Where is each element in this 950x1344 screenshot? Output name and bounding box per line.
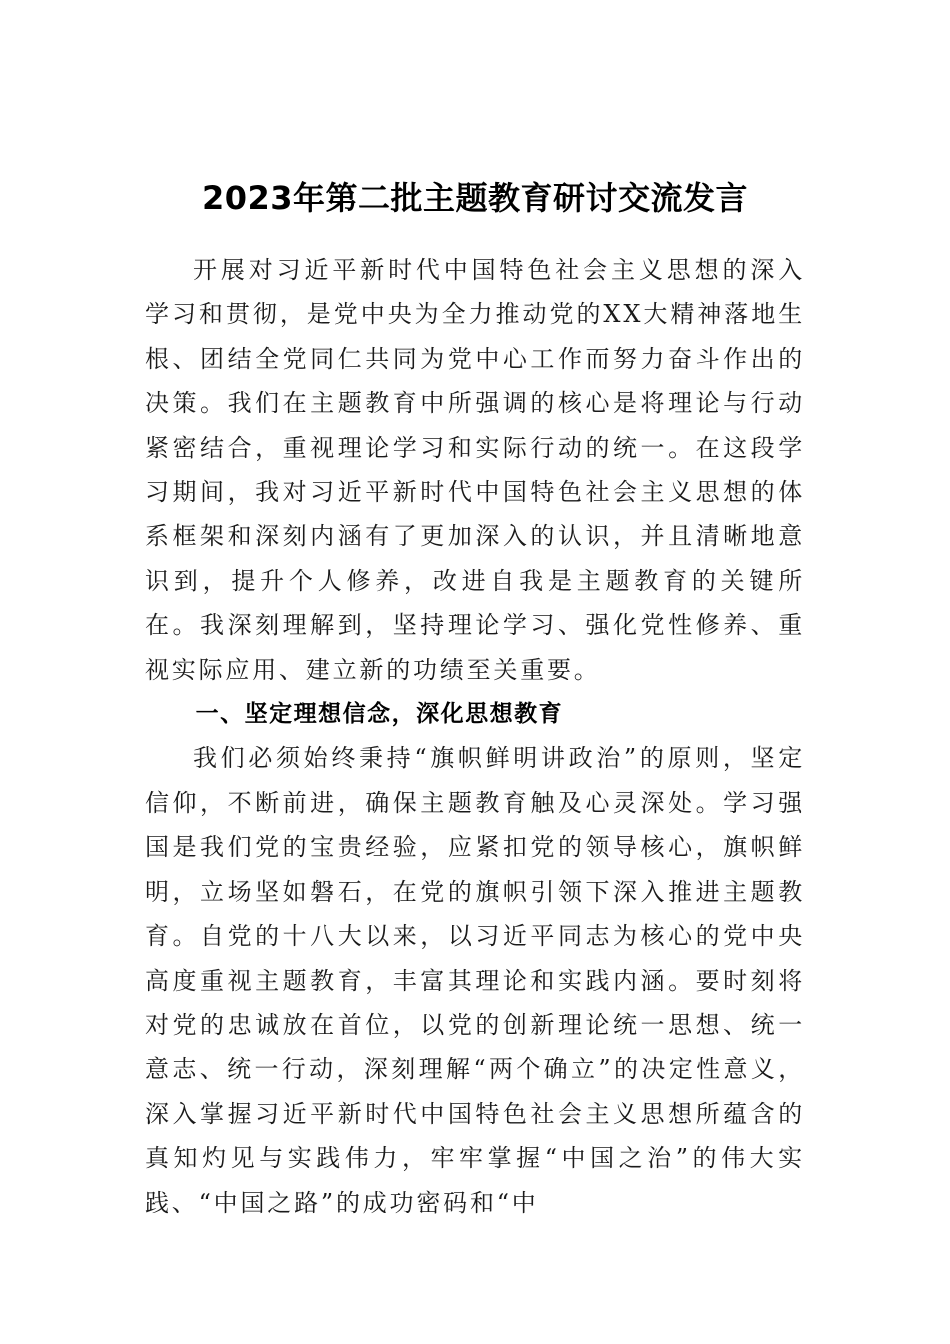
paragraph-section-1: 我们必须始终秉持“旗帜鲜明讲政治”的原则，坚定信仰，不断前进，确保主题教育触及心灵深处。学习强国是我们党的宝贵经验，应紧扣党的领导核心，旗帜鲜明，立场坚如磐石，在党的旗帜引领下深入推进主题教育。自党的十八大以来，以习近平同志为核心的党中央高度重视主题教育，丰富其理论和实践内涵。要时刻将对党的忠诚放在首位，以党的创新理论统一思想、统一意志、统一行动，深刻理解“两个确立”的决定性意义，深入掌握习近平新时代中国特色社会主义思想所蕴含的真知灼见与实践伟力，牢牢掌握“中国之治”的伟大实践、“中国之路”的成功密码和“中 [145, 744, 805, 1217]
document-body [145, 248, 805, 1225]
document-title: 2023年第二批主题教育研讨交流发言 [201, 179, 749, 217]
section-heading-1: 一、坚定理想信念，深化思想教育 [195, 701, 564, 728]
paragraph-intro: 开展对习近平新时代中国特色社会主义思想的深入学习和贯彻，是党中央为全力推动党的XX大精神落地生根、团结全党同仁共同为党中心工作而努力奋斗作出的决策。我们在主题教育中所强调的核心是将理论与行动紧密结合，重视理论学习和实际行动的统一。在这段学习期间，我对习近平新时代中国特色社会主义思想的体系框架和深刻内涵有了更加深入的认识，并且清晰地意识到，提升个人修养，改进自我是主题教育的关键所在。我深刻理解到，坚持理论学习、强化党性修养、重视实际应用、建立新的功绩至关重要。 [145, 256, 805, 684]
